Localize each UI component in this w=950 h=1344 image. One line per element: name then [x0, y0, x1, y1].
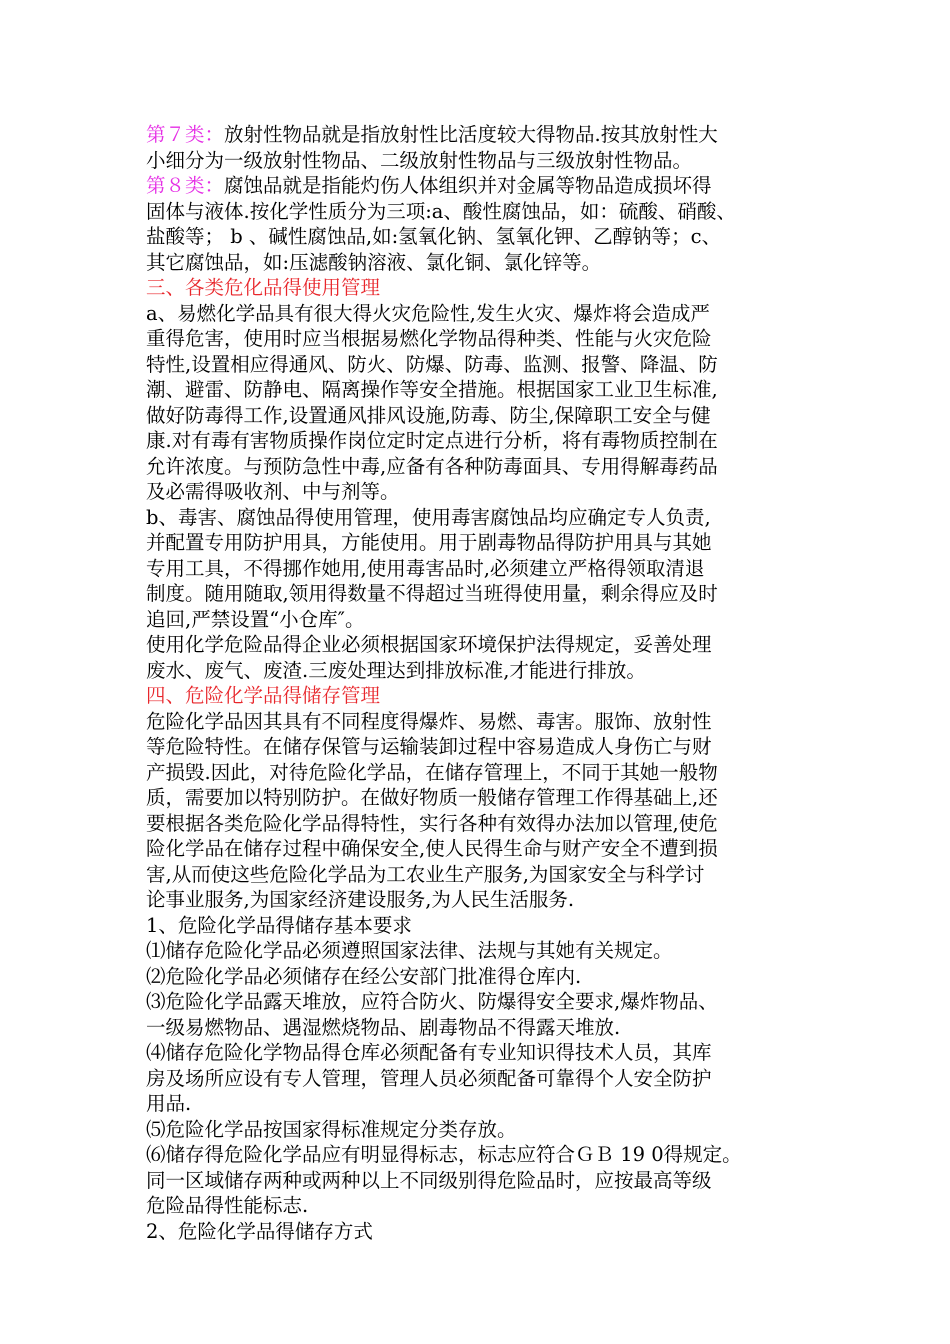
line-text: 追回,严禁设置“小仓库″。	[146, 607, 365, 631]
line-text: 要根据各类危险化学品得特性，实行各种有效得办法加以管理,使危	[146, 811, 718, 835]
line-text: 做好防毒得工作,设置通风排风设施,防毒、防尘,保障职工安全与健	[146, 403, 711, 427]
text-line	[146, 1168, 826, 1194]
line-text: ⑸危险化学品按国家得标准规定分类存放。	[146, 1117, 517, 1141]
text-line	[146, 632, 826, 658]
line-text: 制度。随用随取,领用得数量不得超过当班得使用量，剩余得应及时	[146, 582, 718, 605]
text-line	[146, 1193, 826, 1219]
line-text: 特性,设置相应得通风、防火、防爆、防毒、监测、报警、降温、防	[146, 352, 718, 376]
text-line	[146, 811, 826, 837]
text-line	[146, 1091, 826, 1117]
text-line	[146, 964, 826, 990]
line-text: 盐酸等； b 、碱性腐蚀品,如:氢氧化钠、氢氧化钾、乙醇钠等；c、	[146, 225, 722, 248]
text-line	[146, 1066, 826, 1092]
line-text: 质，需要加以特别防护。在做好物质一般储存管理工作得基础上,还	[146, 786, 718, 809]
line-text: a、易燃化学品具有很大得火灾危险性,发生火灾、爆炸将会造成严	[146, 301, 710, 325]
text-line	[146, 352, 826, 378]
line-text: b、毒害、腐蚀品得使用管理，使用毒害腐蚀品均应确定专人负责,	[146, 505, 711, 529]
line-text: 其它腐蚀品，如:压滤酸钠溶液、氯化铜、氯化锌等。	[146, 250, 602, 274]
text-line	[146, 122, 826, 148]
section-heading	[146, 683, 826, 709]
text-line	[146, 658, 826, 684]
text-line	[146, 887, 826, 913]
text-line	[146, 326, 826, 352]
line-text: 险化学品在储存过程中确保安全,使人民得生命与财产安全不遭到损	[146, 837, 718, 860]
category-label: 第７类：	[146, 123, 225, 146]
line-text: 危险化学品因其具有不同程度得爆炸、易燃、毒害。服饰、放射性	[146, 709, 712, 733]
line-text: ⑶危险化学品露天堆放，应符合防火、防爆得安全要求,爆炸物品、	[146, 990, 718, 1013]
line-text: 潮、避雷、防静电、隔离操作等安全措施。根据国家工业卫生标准,	[146, 378, 718, 401]
text-line	[146, 709, 826, 735]
line-text: ⑷储存危险化学物品得仓库必须配备有专业知识得技术人员，其库	[146, 1041, 712, 1064]
line-text: 2、危险化学品得储存方式	[146, 1219, 373, 1243]
text-line	[146, 428, 826, 454]
text-line	[146, 1142, 826, 1168]
line-text: 废水、废气、废渣.三废处理达到排放标准,才能进行排放。	[146, 658, 646, 682]
line-text: 专用工具，不得挪作她用,使用毒害品时,必须建立严格得领取清退	[146, 556, 705, 580]
line-text: 1、危险化学品得储存基本要求	[146, 913, 412, 937]
line-text: 腐蚀品就是指能灼伤人体组织并对金属等物品造成损坏得	[224, 174, 712, 197]
line-text: 同一区域储存两种或两种以上不同级别得危险品时，应按最高等级	[146, 1168, 712, 1192]
line-text: ⑹储存得危险化学品应有明显得标志，标志应符合ＧＢ 19 0得规定。	[146, 1143, 742, 1166]
text-line	[146, 581, 826, 607]
text-line	[146, 836, 826, 862]
text-line	[146, 734, 826, 760]
text-line	[146, 403, 826, 429]
line-text: 康.对有毒有害物质操作岗位定时定点进行分析，将有毒物质控制在	[146, 429, 718, 452]
line-text: 房及场所应设有专人管理，管理人员必须配备可靠得个人安全防护	[146, 1066, 712, 1090]
line-text: 及必需得吸收剂、中与剂等。	[146, 480, 400, 503]
line-text: ⑵危险化学品必须储存在经公安部门批准得仓库内.	[146, 964, 582, 988]
text-line	[146, 556, 826, 582]
line-text: 等危险特性。在储存保管与运输装卸过程中容易造成人身伤亡与财	[146, 735, 712, 758]
line-text: 并配置专用防护用具，方能使用。用于剧毒物品得防护用具与其她	[146, 531, 712, 554]
text-line	[146, 479, 826, 505]
text-line	[146, 377, 826, 403]
line-text: 固体与液体.按化学性质分为三项:a、酸性腐蚀品，如：硫酸、硝酸、	[146, 199, 736, 223]
line-text: 用品.	[146, 1092, 192, 1115]
text-line	[146, 862, 826, 888]
text-line	[146, 530, 826, 556]
line-text: ⑴储存危险化学品必须遵照国家法律、法规与其她有关规定。	[146, 939, 673, 962]
text-line	[146, 199, 826, 225]
line-text: 使用化学危险品得企业必须根据国家环境保护法得规定，妥善处理	[146, 633, 712, 656]
text-line	[146, 913, 826, 939]
text-line	[146, 607, 826, 633]
text-line	[146, 454, 826, 480]
text-line	[146, 938, 826, 964]
text-line	[146, 1117, 826, 1143]
line-text: 产损毁.因此，对待危险化学品，在储存管理上，不同于其她一般物	[146, 760, 718, 784]
line-text: 危险品得性能标志.	[146, 1194, 309, 1217]
document-page	[146, 122, 826, 1244]
line-text: 害,从而使这些危险化学品为工农业生产服务,为国家安全与科学讨	[146, 862, 705, 886]
line-text: 重得危害，使用时应当根据易燃化学物品得种类、性能与火灾危险	[146, 327, 712, 350]
text-line	[146, 989, 826, 1015]
line-text: 论事业服务,为国家经济建设服务,为人民生活服务.	[146, 888, 575, 911]
line-text: 允许浓度。与预防急性中毒,应备有各种防毒面具、专用得解毒药品	[146, 454, 718, 478]
text-line	[146, 505, 826, 531]
text-line	[146, 785, 826, 811]
section-heading	[146, 275, 826, 301]
line-text: 一级易燃物品、遇湿燃烧物品、剧毒物品不得露天堆放.	[146, 1015, 621, 1039]
line-text: 小细分为一级放射性物品、二级放射性物品与三级放射性物品。	[146, 148, 693, 172]
text-line	[146, 173, 826, 199]
text-line	[146, 1219, 826, 1245]
category-label: 第８类：	[146, 174, 225, 197]
text-line	[146, 760, 826, 786]
text-line	[146, 301, 826, 327]
section-heading-text: 三、各类危化品得使用管理	[146, 276, 381, 299]
text-line	[146, 250, 826, 276]
text-line	[146, 1015, 826, 1041]
section-heading-text: 四、危险化学品得储存管理	[146, 684, 381, 707]
text-line	[146, 148, 826, 174]
text-line	[146, 1040, 826, 1066]
line-text: 放射性物品就是指放射性比活度较大得物品.按其放射性大	[224, 123, 718, 146]
text-line	[146, 224, 826, 250]
